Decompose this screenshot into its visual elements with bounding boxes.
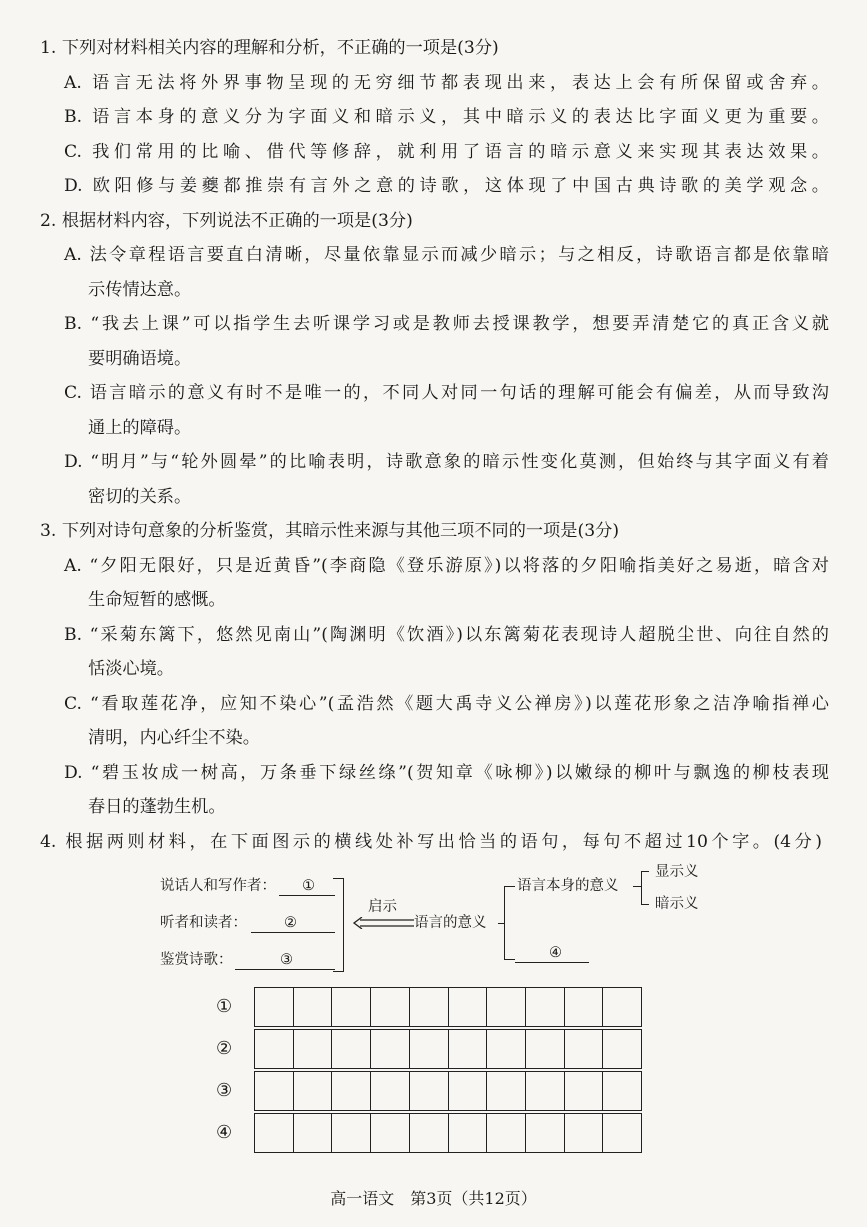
answer-cell[interactable] [487,1072,526,1110]
answer-cell[interactable] [603,1114,641,1152]
question-3-option-c-cont: 清明，内心纤尘不染。 [88,728,260,748]
question-2-option-a: A. 法令章程语言要直白清晰，尽量依靠显示而减少暗示；与之相反，诗歌语言都是依靠暗 [64,245,829,265]
answer-cell[interactable] [487,988,526,1026]
answer-row-1[interactable] [254,987,642,1027]
answer-cell[interactable] [565,988,604,1026]
sub-bracket-connector [633,886,641,887]
question-2-option-c-cont: 通上的障碍。 [88,418,192,438]
question-3-option-a: A. “夕阳无限好，只是近黄昏”(李商隐《登乐游原》)以将落的夕阳喻指美好之易逝，暗含对 [64,556,829,576]
question-2-option-d: D. “明月”与“轮外圆晕”的比喻表明，诗歌意象的暗示性变化莫测，但始终与其字面义有着 [64,452,829,472]
answer-cell[interactable] [410,1030,449,1068]
answer-cell[interactable] [449,988,488,1026]
diagram-sub-label-1: 显示义 [655,864,699,880]
question-1-option-c: C. 我们常用的比喻、借代等修辞，就利用了语言的暗示意义来实现其表达效果。 [64,142,829,162]
blank-marker-1: ① [302,878,315,894]
answer-row-2[interactable] [254,1029,642,1069]
answer-cell[interactable] [449,1114,488,1152]
question-1-option-b: B. 语言本身的意义分为字面义和暗示义，其中暗示义的表达比字面义更为重要。 [64,107,829,127]
arrow-label: 启示 [368,899,397,915]
diagram-left-label-3: 鉴赏诗歌： [160,952,233,968]
diagram-left-label-2: 听者和读者： [160,915,247,931]
answer-cell[interactable] [410,1072,449,1110]
page-footer: 高一语文 第3页（共12页） [330,1189,537,1208]
blank-line-4 [515,962,589,963]
answer-cell[interactable] [371,1030,410,1068]
right-group-bracket [504,886,515,960]
answer-cell[interactable] [332,1114,371,1152]
question-2-option-c: C. 语言暗示的意义有时不是唯一的，不同人对同一句话的理解可能会有偏差，从而导致沟 [64,383,829,403]
answer-cell[interactable] [332,1072,371,1110]
answer-cell[interactable] [294,1030,333,1068]
answer-cell[interactable] [603,988,641,1026]
blank-line-1 [279,895,335,896]
answer-row-3[interactable] [254,1071,642,1111]
answer-cell[interactable] [526,988,565,1026]
answer-cell[interactable] [526,1072,565,1110]
question-3-option-b: B. “采菊东篱下，悠然见南山”(陶渊明《饮酒》)以东篱菊花表现诗人超脱尘世、向往自然的 [64,625,829,645]
question-3-option-b-cont: 恬淡心境。 [88,659,174,679]
answer-cell[interactable] [565,1030,604,1068]
answer-cell[interactable] [255,988,294,1026]
answer-cell[interactable] [255,1030,294,1068]
question-4-stem: 4. 根据两则材料，在下面图示的横线处补写出恰当的语句，每句不超过10个字。(4分) [40,832,822,852]
question-2-option-a-cont: 示传情达意。 [88,280,192,300]
question-2-option-b-cont: 要明确语境。 [88,349,192,369]
answer-cell[interactable] [332,988,371,1026]
answer-cell[interactable] [603,1030,641,1068]
bracket-tick [498,923,505,924]
diagram-center-label: 语言的意义 [414,915,487,931]
answer-cell[interactable] [565,1072,604,1110]
left-group-bracket [333,878,344,972]
sub-group-bracket [641,871,649,905]
blank-marker-3: ③ [280,952,293,968]
answer-cell[interactable] [565,1114,604,1152]
answer-cell[interactable] [526,1030,565,1068]
answer-cell[interactable] [255,1072,294,1110]
answer-cell[interactable] [371,1072,410,1110]
blank-line-2 [251,932,335,933]
question-2-option-d-cont: 密切的关系。 [88,487,192,507]
answer-cell[interactable] [332,1030,371,1068]
answer-cell[interactable] [294,1114,333,1152]
question-1-stem: 1. 下列对材料相关内容的理解和分析，不正确的一项是(3分) [40,38,499,58]
double-arrow-left-icon [352,917,414,929]
answer-cell[interactable] [255,1114,294,1152]
answer-cell[interactable] [410,988,449,1026]
answer-cell[interactable] [371,1114,410,1152]
answer-row-4[interactable] [254,1113,642,1153]
answer-row-label-1: ① [216,996,233,1017]
answer-cell[interactable] [410,1114,449,1152]
blank-marker-2: ② [284,915,297,931]
answer-cell[interactable] [603,1072,641,1110]
answer-cell[interactable] [449,1072,488,1110]
blank-marker-4: ④ [549,945,562,961]
answer-cell[interactable] [526,1114,565,1152]
answer-cell[interactable] [294,988,333,1026]
question-1-option-a: A. 语言无法将外界事物呈现的无穷细节都表现出来，表达上会有所保留或舍弃。 [64,73,829,93]
question-1-option-d: D. 欧阳修与姜夔都推崇有言外之意的诗歌，这体现了中国古典诗歌的美学观念。 [64,176,829,196]
question-3-option-c: C. “看取莲花净，应知不染心”(孟浩然《题大禹寺义公禅房》)以莲花形象之洁净喻指禅心 [64,694,829,714]
answer-cell[interactable] [449,1030,488,1068]
answer-row-label-4: ④ [216,1122,233,1143]
answer-cell[interactable] [371,988,410,1026]
question-3-option-d-cont: 春日的蓬勃生机。 [88,797,226,817]
diagram-left-label-1: 说话人和写作者： [160,878,276,894]
answer-cell[interactable] [294,1072,333,1110]
answer-row-label-2: ② [216,1038,233,1059]
question-3-option-d: D. “碧玉妆成一树高，万条垂下绿丝绦”(贺知章《咏柳》)以嫩绿的柳叶与飘逸的柳枝表现 [64,763,829,783]
blank-line-3 [235,969,335,970]
answer-row-label-3: ③ [216,1080,233,1101]
diagram-branch-top: 语言本身的意义 [517,878,619,894]
question-3-stem: 3. 下列对诗句意象的分析鉴赏，其暗示性来源与其他三项不同的一项是(3分) [40,521,620,541]
answer-cell[interactable] [487,1114,526,1152]
answer-cell[interactable] [487,1030,526,1068]
question-2-stem: 2. 根据材料内容，下列说法不正确的一项是(3分) [40,211,413,231]
question-3-option-a-cont: 生命短暂的感慨。 [88,590,226,610]
diagram-sub-label-2: 暗示义 [655,896,699,912]
question-2-option-b: B. “我去上课”可以指学生去听课学习或是教师去授课教学，想要弄清楚它的真正含义就 [64,314,829,334]
